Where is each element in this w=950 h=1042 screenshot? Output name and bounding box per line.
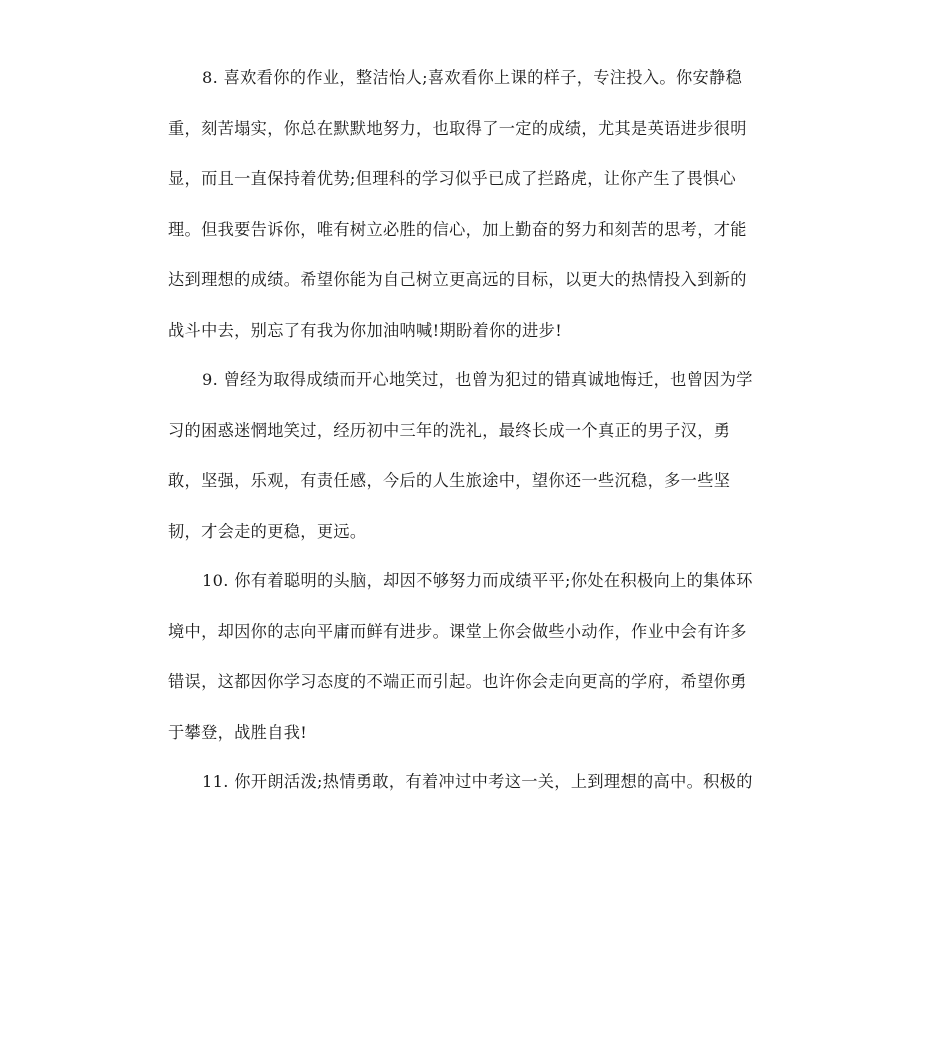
paragraph-line: 10. 你有着聪明的头脑，却因不够努力而成绩平平;你处在积极向上的集体环 [202,571,753,590]
paragraph-line: 重，刻苦塌实，你总在默默地努力，也取得了一定的成绩，尤其是英语进步很明 [168,118,747,138]
paragraph-line: 战斗中去，别忘了有我为你加油呐喊!期盼着你的进步! [168,320,563,340]
paragraph-line: 9. 曾经为取得成绩而开心地笑过，也曾为犯过的错真诚地悔迁，也曾因为学 [202,370,753,389]
paragraph-line: 显，而且一直保持着优势;但理科的学习似乎已成了拦路虎，让你产生了畏惧心 [168,169,737,188]
paragraph-8 [168,70,788,373]
paragraph-line: 11. 你开朗活泼;热情勇敢，有着冲过中考这一关，上到理想的高中。积极的 [202,772,753,791]
paragraph-line: 错误，这都因你学习态度的不端正而引起。也许你会走向更高的学府，希望你勇 [168,672,747,691]
paragraph-9 [168,372,788,574]
paragraph-line: 习的困惑迷惘地笑过，经历初中三年的洗礼，最终长成一个真正的男子汉，勇 [168,420,731,440]
paragraph-line: 达到理想的成绩。希望你能为自己树立更高远的目标，以更大的热情投入到新的 [168,270,747,289]
paragraph-line: 8. 喜欢看你的作业，整洁怡人;喜欢看你上课的样子，专注投入。你安静稳 [202,68,743,87]
paragraph-line: 境中，却因你的志向平庸而鲜有进步。课堂上你会做些小动作，作业中会有许多 [168,621,747,641]
paragraph-line: 理。但我要告诉你，唯有树立必胜的信心，加上勤奋的努力和刻苦的思考，才能 [168,219,747,239]
paragraph-11 [168,774,788,825]
paragraph-line: 韧，才会走的更稳，更远。 [168,521,367,541]
paragraph-10 [168,573,788,775]
paragraph-line: 于攀登，战胜自我! [168,722,308,742]
paragraph-line: 敢，坚强，乐观，有责任感，今后的人生旅途中，望你还一些沉稳，多一些坚 [168,471,731,490]
